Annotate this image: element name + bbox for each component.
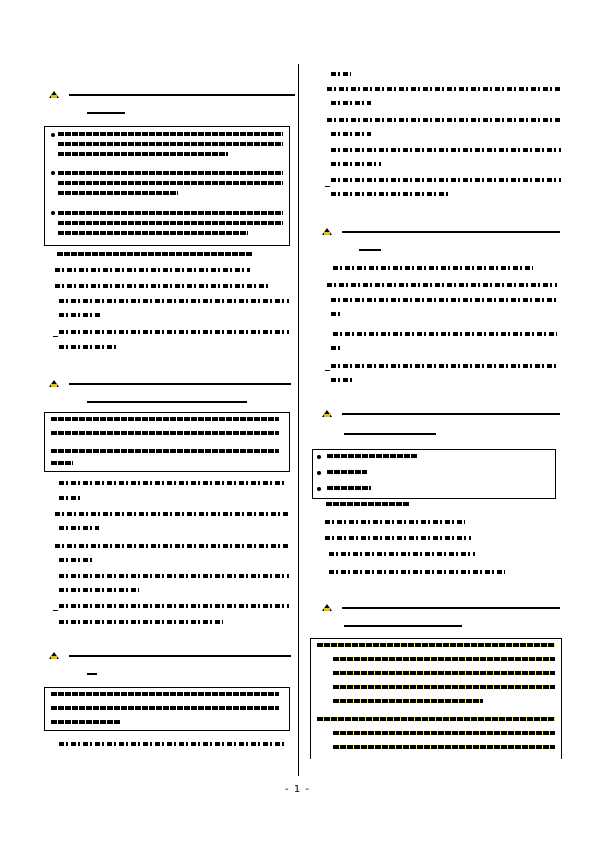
- question-stem-line: [87, 112, 125, 114]
- bullet-icon: [51, 171, 55, 175]
- text-line: [51, 692, 279, 696]
- passage-box: [312, 449, 556, 499]
- choice-line: [331, 298, 557, 302]
- bullet-icon: [317, 471, 321, 475]
- number-marker-icon: [322, 604, 332, 611]
- choice-line: [333, 266, 533, 270]
- choice-line: [55, 544, 289, 548]
- question-stem-line: [342, 413, 560, 415]
- text-line: [58, 221, 283, 225]
- number-marker-icon: [322, 410, 332, 417]
- choice-line: [59, 742, 285, 746]
- text-line: [333, 745, 555, 749]
- choice-line: [331, 312, 343, 316]
- question-stem-line: [69, 94, 295, 96]
- text-line: [333, 671, 555, 675]
- choice-line: [59, 574, 289, 578]
- text-line: [51, 706, 279, 710]
- choice-line: [331, 192, 451, 196]
- text-line: [51, 449, 279, 453]
- text-line: [333, 699, 483, 703]
- choice-line: [325, 520, 465, 524]
- choice-line: [59, 481, 285, 485]
- choice-line: [331, 132, 371, 136]
- choice-line: [327, 283, 557, 287]
- choice-line: [331, 346, 343, 350]
- choice-line: [59, 299, 289, 303]
- choice-marker: [325, 186, 330, 187]
- choice-marker: [53, 336, 58, 337]
- passage-box: [44, 126, 290, 246]
- column-divider: [298, 64, 299, 776]
- choice-line: [59, 526, 99, 530]
- choice-line: [331, 364, 557, 368]
- choice-line: [327, 87, 561, 91]
- choice-line: [59, 496, 81, 500]
- text-line: [326, 502, 410, 506]
- text-line: [327, 486, 371, 490]
- choice-line: [59, 588, 139, 592]
- choice-line: [333, 332, 557, 336]
- text-line: [58, 181, 283, 185]
- question-stem-line: [359, 249, 381, 251]
- choice-line: [59, 345, 117, 349]
- text-line: [317, 717, 555, 721]
- choice-line: [327, 118, 561, 122]
- choice-line: [59, 330, 289, 334]
- question-stem-line: [87, 673, 97, 675]
- choice-marker: [325, 370, 330, 371]
- choice-line: [331, 72, 351, 76]
- passage-box: [44, 687, 290, 731]
- text-line: [51, 417, 279, 421]
- choice-line: [331, 378, 353, 382]
- bullet-icon: [51, 133, 55, 137]
- choice-line: [331, 178, 561, 182]
- text-line: [57, 252, 252, 256]
- text-line: [58, 191, 178, 195]
- choice-line: [55, 268, 250, 272]
- text-line: [58, 171, 283, 175]
- text-line: [51, 431, 279, 435]
- choice-line: [331, 162, 381, 166]
- number-marker-icon: [322, 228, 332, 235]
- question-stem-line: [87, 401, 247, 403]
- text-line: [51, 461, 73, 465]
- text-line: [327, 454, 417, 458]
- text-line: [58, 132, 283, 136]
- text-line: [58, 231, 248, 235]
- passage-box: [310, 638, 562, 759]
- page-number: - 1 -: [285, 784, 310, 795]
- text-line: [51, 720, 121, 724]
- text-line: [327, 470, 367, 474]
- choice-line: [329, 570, 505, 574]
- number-marker-icon: [49, 91, 59, 98]
- number-marker-icon: [49, 652, 59, 659]
- passage-box: [44, 412, 290, 472]
- choice-line: [55, 284, 269, 288]
- text-line: [58, 142, 283, 146]
- question-stem-line: [342, 231, 560, 233]
- choice-line: [331, 101, 371, 105]
- choice-line: [59, 558, 93, 562]
- bullet-icon: [317, 455, 321, 459]
- text-line: [58, 211, 283, 215]
- bullet-icon: [317, 487, 321, 491]
- question-stem-line: [344, 625, 462, 627]
- question-stem-line: [344, 433, 436, 435]
- text-line: [333, 731, 555, 735]
- choice-line: [59, 604, 289, 608]
- number-marker-icon: [49, 380, 59, 387]
- text-line: [58, 152, 228, 156]
- choice-line: [331, 148, 561, 152]
- text-line: [333, 657, 555, 661]
- choice-line: [325, 536, 471, 540]
- question-stem-line: [342, 607, 560, 609]
- choice-line: [59, 620, 223, 624]
- choice-line: [59, 313, 101, 317]
- question-stem-line: [69, 383, 291, 385]
- choice-marker: [53, 610, 58, 611]
- text-line: [317, 643, 555, 647]
- choice-line: [329, 552, 475, 556]
- choice-line: [55, 512, 289, 516]
- question-stem-line: [69, 655, 291, 657]
- bullet-icon: [51, 211, 55, 215]
- text-line: [333, 685, 555, 689]
